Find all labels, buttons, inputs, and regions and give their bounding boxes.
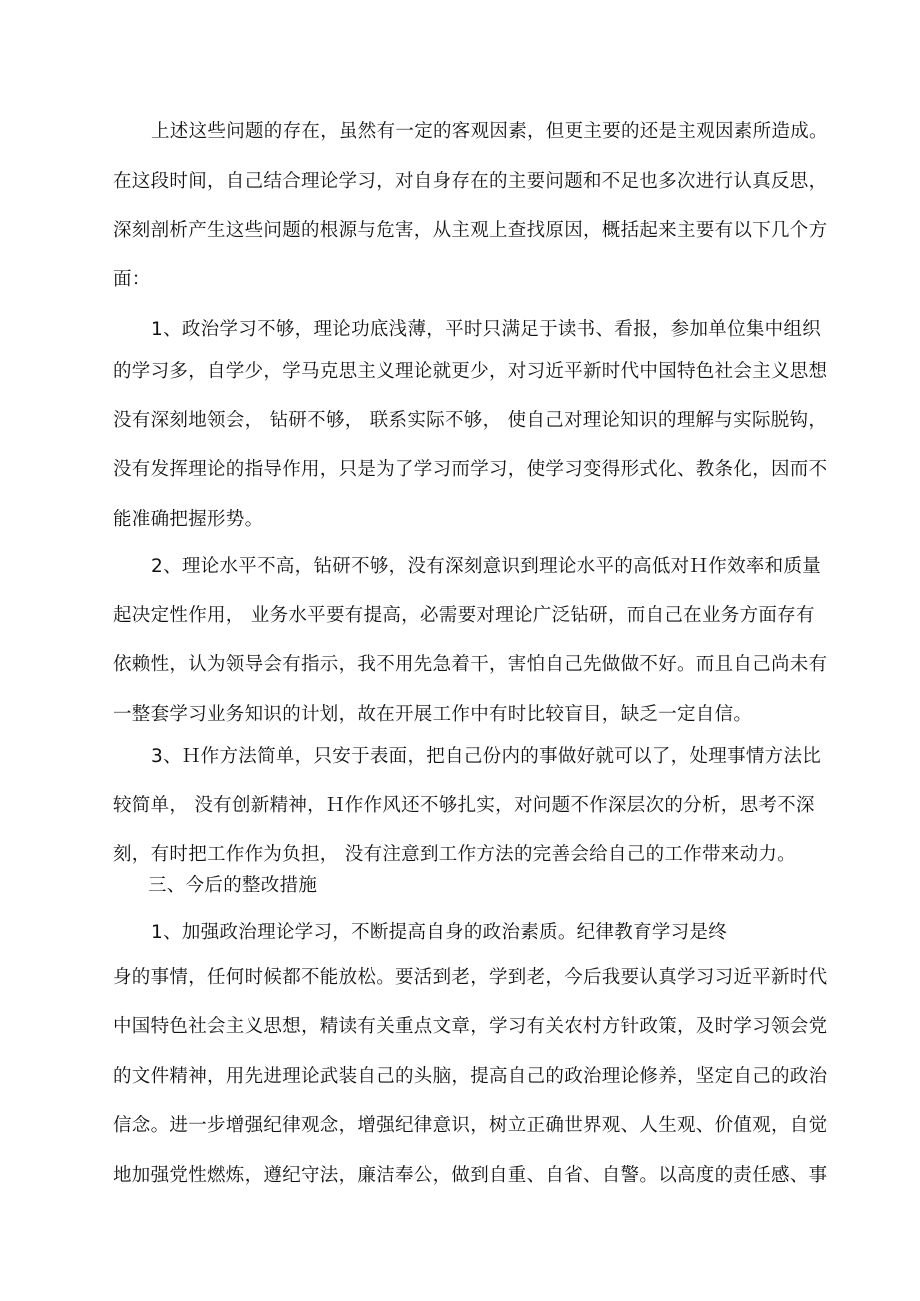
paragraph-2-line-5: 能准确把握形势。	[113, 509, 264, 530]
paragraph-4-line-2: 较简单， 没有创新精神，Ｈ作作风还不够扎实，对问题不作深层次的分析，思考不深	[113, 795, 815, 816]
paragraph-3-line-3: 依赖性，认为领导会有指示，我不用先急着干，害怕自己先做做不好。而且自己尚未有	[113, 654, 828, 675]
paragraph-4-line-1: 3、Ｈ作方法简单，只安于表面，把自己份内的事做好就可以了，处理事情方法比	[151, 746, 822, 767]
paragraph-1-line-4: 面：	[113, 269, 151, 290]
paragraph-2-line-3: 没有深刻地领会， 钻研不够， 联系实际不够， 使自己对理论知识的理解与实际脱钩，	[113, 410, 828, 431]
paragraph-1-line-1: 上述这些问题的存在，虽然有一定的客观因素，但更主要的还是主观因素所造成。	[151, 121, 828, 142]
paragraph-2-line-4: 没有发挥理论的指导作用，只是为了学习而学习，使学习变得形式化、教条化，因而不	[113, 459, 828, 480]
paragraph-2-line-1: 1、政治学习不够，理论功底浅薄，平时只满足于读书、看报，参加单位集中组织	[151, 319, 822, 340]
section-heading: 三、今后的整改措施	[148, 875, 318, 896]
paragraph-5-line-1: 1、加强政治理论学习，不断提高自身的政治素质。纪律教育学习是终	[151, 922, 728, 943]
paragraph-3-line-1: 2、理论水平不高，钻研不够，没有深刻意识到理论水平的高低对Ｈ作效率和质量	[151, 556, 822, 577]
paragraph-3-line-4: 一整套学习业务知识的计划，故在开展工作中有时比较盲目，缺乏一定自信。	[113, 704, 753, 725]
paragraph-2-line-2: 的学习多，自学少，学马克思主义理论就更少，对习近平新时代中国特色社会主义思想	[113, 361, 828, 382]
paragraph-5-line-6: 地加强党性燃炼，遵纪守法，廉洁奉公，做到自重、自省、自警。以高度的责任感、事	[113, 1165, 828, 1186]
paragraph-5-line-3: 中国特色社会主义思想，精读有关重点文章，学习有关农村方针政策，及时学习领会党	[113, 1016, 828, 1037]
paragraph-4-line-3: 刻，有时把工作作为负担， 没有注意到工作方法的完善会给自己的工作带来动力。	[113, 844, 796, 865]
paragraph-5-line-4: 的文件精神，用先进理论武装自己的头脑，提高自己的政治理论修养，坚定自己的政治	[113, 1066, 828, 1087]
paragraph-5-line-2: 身的事情，任何时候都不能放松。要活到老，学到老，今后我要认真学习习近平新时代	[113, 967, 828, 988]
paragraph-1-line-2: 在这段时间，自己结合理论学习，对自身存在的主要问题和不足也多次进行认真反思，	[113, 171, 828, 192]
paragraph-1-line-3: 深刻剖析产生这些问题的根源与危害，从主观上查找原因，概括起来主要有以下几个方	[113, 220, 828, 241]
paragraph-5-line-5: 信念。进一步增强纪律观念，增强纪律意识，树立正确世界观、人生观、价值观，自觉	[113, 1115, 828, 1136]
paragraph-3-line-2: 起决定性作用， 业务水平要有提高，必需要对理论广泛钻研，而自己在业务方面存有	[113, 605, 815, 626]
